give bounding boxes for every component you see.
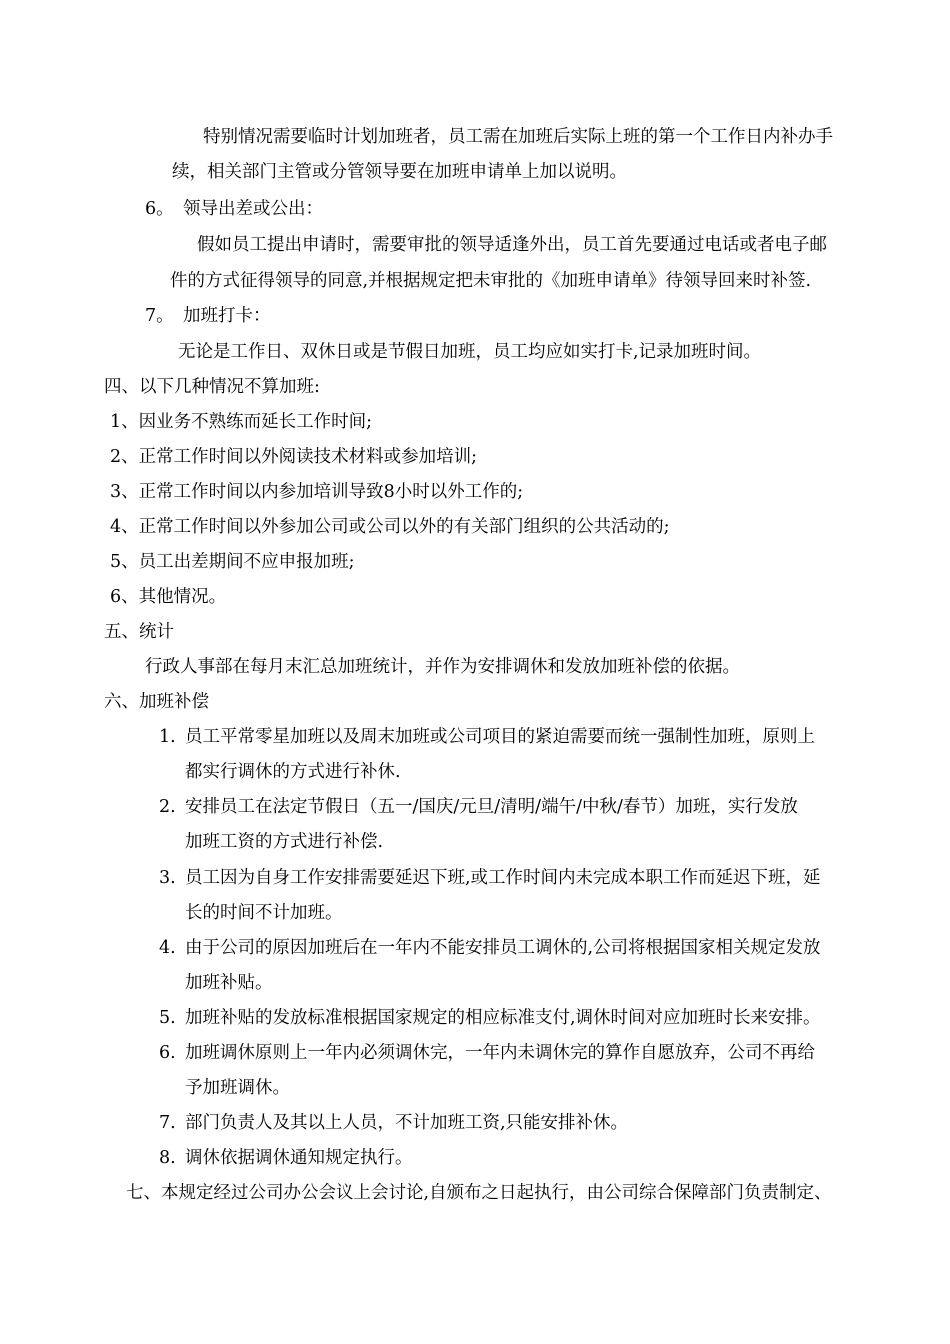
numbered-heading — [145, 304, 271, 328]
item-text: 部门负责人及其以上人员，不计加班工资,只能安排补休。 — [185, 1113, 629, 1133]
list-item — [159, 866, 821, 890]
section-heading: 七、本规定经过公司办公会议上会讨论,自颁布之日起执行，由公司综合保障部门负责制定、 — [126, 1183, 832, 1203]
item-number: 5. — [159, 1008, 176, 1028]
paragraph-text: 件的方式征得领导的同意,并根据规定把未审批的《加班申请单》待领导回来时补签. — [170, 271, 812, 291]
item-text: 由于公司的原因加班后在一年内不能安排员工调休的,公司将根据国家相关规定发放 — [185, 938, 821, 958]
list-item-continuation: 予加班调休。 — [185, 1078, 290, 1098]
list-item: 4、正常工作时间以外参加公司或公司以外的有关部门组织的公共活动的; — [110, 517, 670, 537]
list-item — [159, 1111, 628, 1135]
item-number: 8. — [159, 1148, 176, 1168]
paragraph-text: 行政人事部在每月末汇总加班统计，并作为安排调休和发放加班补偿的依据。 — [145, 657, 740, 677]
paragraph-text: 续，相关部门主管或分管领导要在加班申请单上加以说明。 — [172, 162, 627, 182]
list-item: 6、其他情况。 — [110, 587, 227, 607]
item-title: 加班打卡： — [183, 306, 271, 326]
item-text: 加班补贴的发放标准根据国家规定的相应标准支付,调休时间对应加班时长来安排。 — [185, 1008, 821, 1028]
item-number: 7. — [159, 1113, 176, 1133]
item-number: 6。 — [145, 199, 174, 219]
list-item — [159, 1006, 821, 1030]
paragraph-text: 特别情况需要临时计划加班者，员工需在加班后实际上班的第一个工作日内补办手 — [203, 127, 833, 147]
list-item — [159, 1041, 815, 1065]
list-item-continuation: 加班工资的方式进行补偿. — [185, 832, 384, 852]
list-item: 1、因业务不熟练而延长工作时间; — [110, 412, 373, 432]
section-heading: 五、统计 — [104, 622, 174, 642]
item-text: 安排员工在法定节假日（五一/国庆/元旦/清明/端午/中秋/春节）加班，实行发放 — [185, 797, 798, 817]
item-number: 4. — [159, 938, 176, 958]
numbered-heading — [145, 197, 323, 221]
list-item-continuation: 都实行调休的方式进行补休. — [185, 762, 401, 782]
list-item — [159, 725, 815, 749]
paragraph-text: 无论是工作日、双休日或是节假日加班，员工均应如实打卡,记录加班时间。 — [178, 342, 762, 362]
item-number: 3. — [159, 868, 176, 888]
list-item: 2、正常工作时间以外阅读技术材料或参加培训; — [110, 447, 478, 467]
item-text: 调休依据调休通知规定执行。 — [185, 1148, 413, 1168]
section-heading: 四、以下几种情况不算加班: — [104, 377, 320, 397]
list-item: 5、员工出差期间不应申报加班; — [110, 552, 355, 572]
item-number: 7。 — [145, 306, 174, 326]
paragraph-text: 假如员工提出申请时，需要审批的领导适逢外出，员工首先要通过电话或者电子邮 — [197, 235, 827, 255]
list-item — [159, 936, 821, 960]
section-heading: 六、加班补偿 — [104, 692, 209, 712]
list-item-continuation: 长的时间不计加班。 — [185, 903, 343, 923]
item-text: 加班调休原则上一年内必须调休完，一年内未调休完的算作自愿放弃，公司不再给 — [185, 1043, 815, 1063]
list-item-continuation: 加班补贴。 — [185, 973, 273, 993]
list-item: 3、正常工作时间以内参加培训导致8小时以外工作的; — [110, 482, 524, 502]
item-number: 6. — [159, 1043, 176, 1063]
list-item — [159, 795, 798, 819]
item-number: 1. — [159, 727, 176, 747]
item-title: 领导出差或公出： — [183, 199, 323, 219]
list-item — [159, 1146, 413, 1170]
item-number: 2. — [159, 797, 176, 817]
item-text: 员工因为自身工作安排需要延迟下班,或工作时间内未完成本职工作而延迟下班，延 — [185, 868, 821, 888]
item-text: 员工平常零星加班以及周末加班或公司项目的紧迫需要而统一强制性加班，原则上 — [185, 727, 815, 747]
